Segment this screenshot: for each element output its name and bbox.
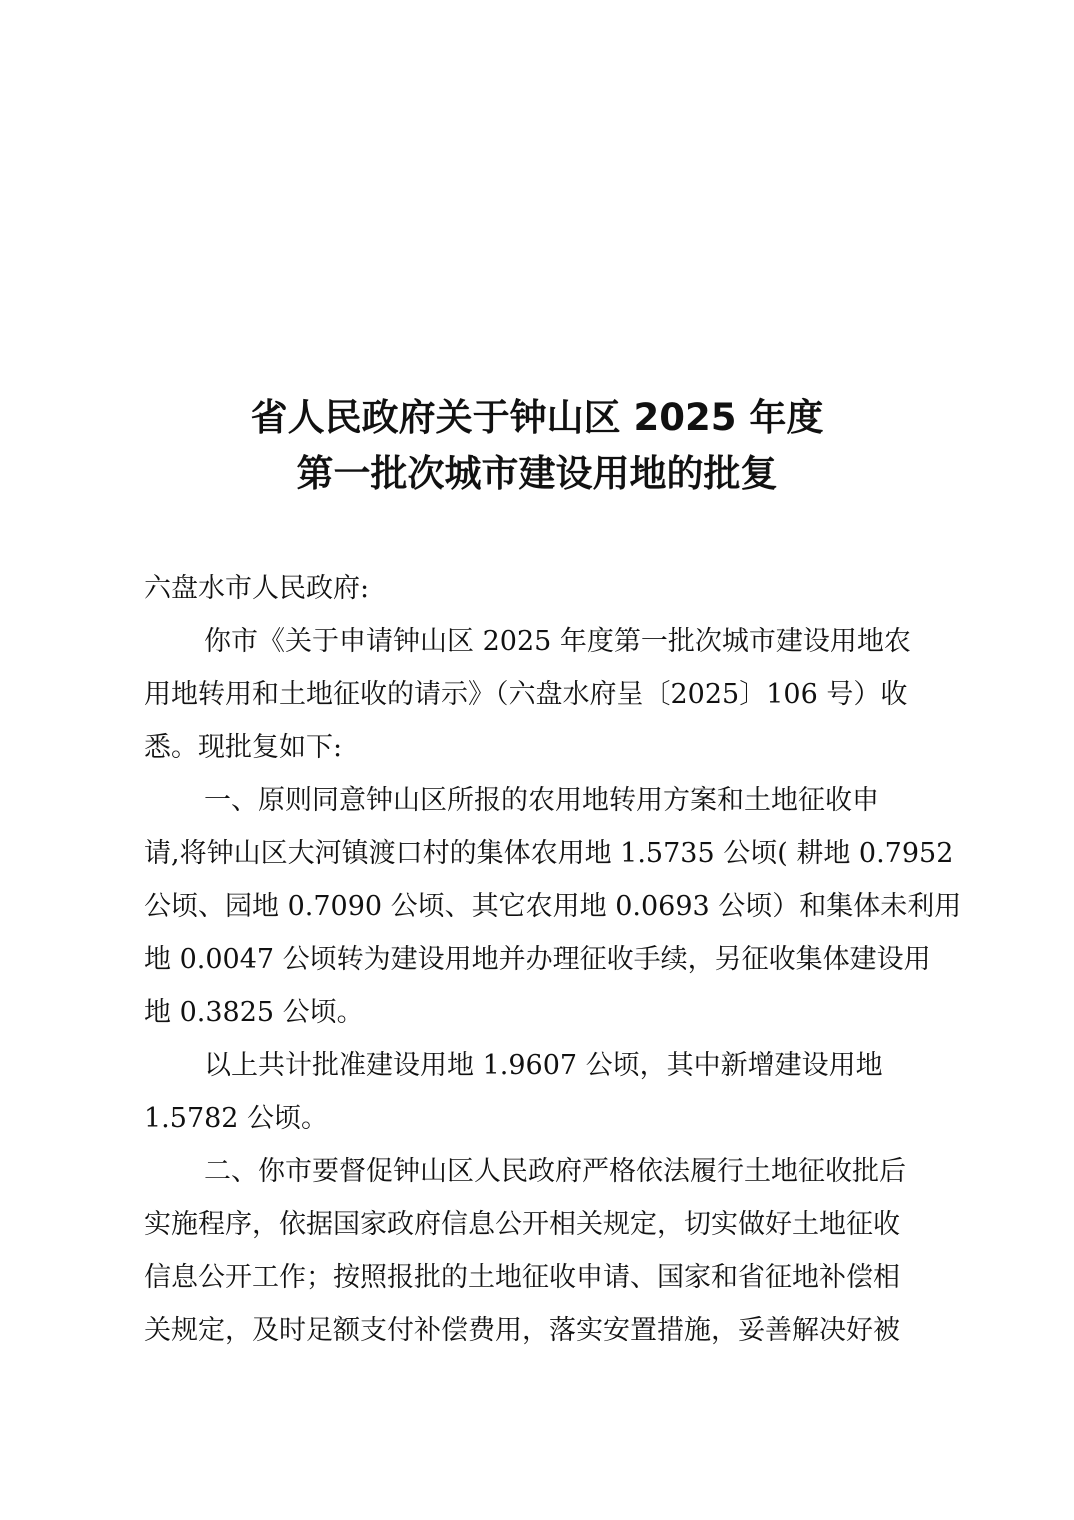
document-body bbox=[144, 562, 962, 1357]
paragraph-line: 悉。现批复如下: bbox=[144, 732, 343, 763]
title-line-2: 第一批次城市建设用地的批复 bbox=[296, 452, 778, 495]
paragraph-line: 关规定，及时足额支付补偿费用，落实安置措施，妥善解决好被 bbox=[144, 1315, 900, 1346]
paragraph-line: 一、原则同意钟山区所报的农用地转用方案和土地征收申 bbox=[204, 785, 879, 816]
paragraph-line: 信息公开工作；按照报批的土地征收申请、国家和省征地补偿相 bbox=[144, 1262, 900, 1293]
title-line-1: 省人民政府关于钟山区 2025 年度 bbox=[250, 396, 824, 439]
paragraph-line: 用地转用和土地征收的请示》（六盘水府呈〔2025〕106 号）收 bbox=[144, 679, 908, 710]
document-title bbox=[0, 390, 1074, 502]
paragraph-line: 你市《关于申请钟山区 2025 年度第一批次城市建设用地农 bbox=[204, 626, 911, 657]
paragraph-line: 请,将钟山区大河镇渡口村的集体农用地 1.5735 公顷( 耕地 0.7952 bbox=[144, 838, 954, 869]
paragraph-line: 以上共计批准建设用地 1.9607 公顷，其中新增建设用地 bbox=[204, 1050, 883, 1081]
salutation: 六盘水市人民政府: bbox=[144, 573, 370, 604]
paragraph-line: 1.5782 公顷。 bbox=[144, 1103, 329, 1134]
paragraph-line: 实施程序，依据国家政府信息公开相关规定，切实做好土地征收 bbox=[144, 1209, 900, 1240]
paragraph-line: 地 0.3825 公顷。 bbox=[144, 997, 364, 1028]
paragraph-line: 公顷、园地 0.7090 公顷、其它农用地 0.0693 公顷）和集体未利用 bbox=[144, 891, 962, 922]
paragraph-line: 地 0.0047 公顷转为建设用地并办理征收手续，另征收集体建设用 bbox=[144, 944, 931, 975]
paragraph-line: 二、你市要督促钟山区人民政府严格依法履行土地征收批后 bbox=[204, 1156, 906, 1187]
